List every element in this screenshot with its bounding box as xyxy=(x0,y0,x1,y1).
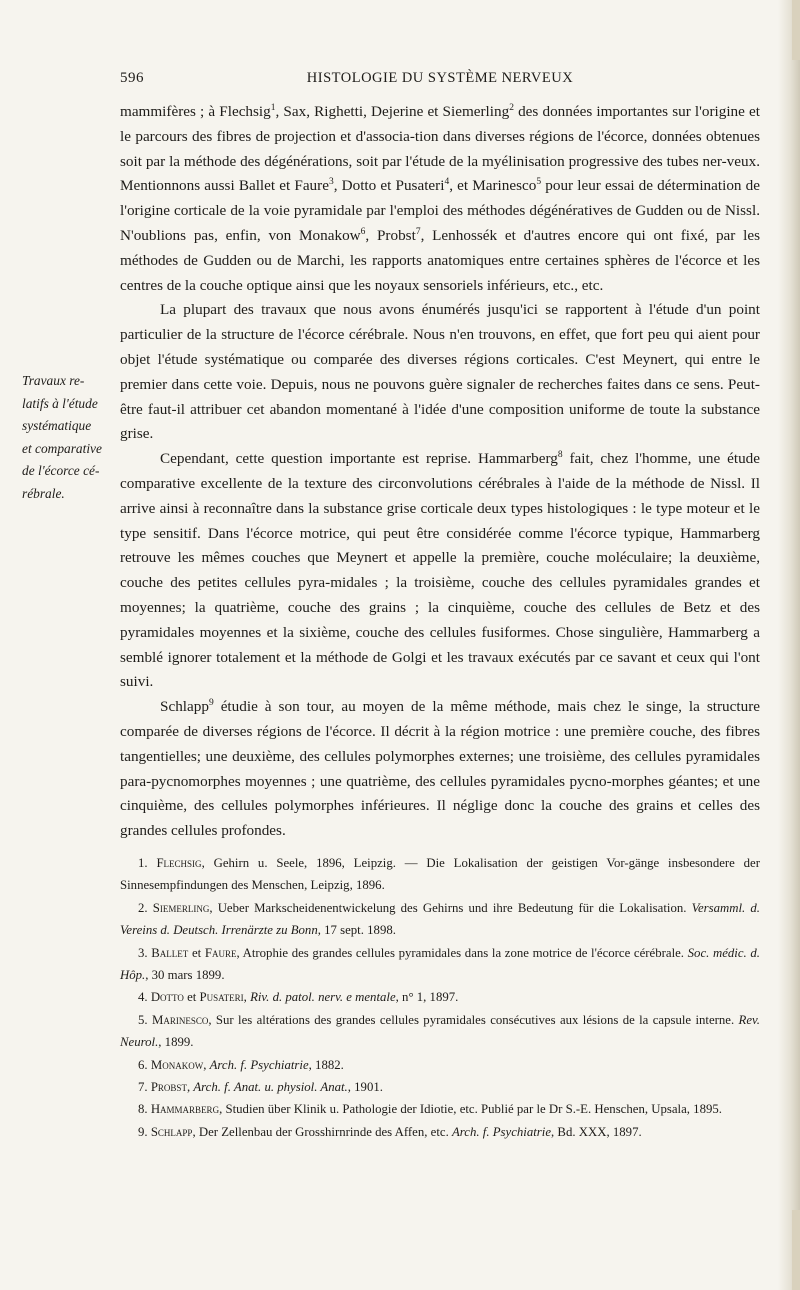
footnote-author: Faure xyxy=(204,945,237,960)
footnote-text: , Studien über Klinik u. Pathologie der Idiotie, etc. Publié par le Dr S.-E. Henschen, Upsala, 1895. xyxy=(219,1102,722,1117)
footnote-ref: 1 xyxy=(270,102,276,113)
footnote-text: , xyxy=(203,1057,210,1072)
footnote-journal: Soc. médic. d. Hôp. xyxy=(120,945,760,983)
footnote-author: Dotto xyxy=(150,990,184,1005)
running-title: HISTOLOGIE DU SYSTÈME NERVEUX xyxy=(306,70,574,86)
footnote-text: , 17 sept. 1898. xyxy=(317,923,396,938)
text: étudie à son tour, au moyen de la même méthode, mais chez le singe, la structure comparée de diverses régions de l'écorce. Il décrit à la région motrice : une première couche, des fibres tangentielles; une deuxième, des cellules polymorphes externes; une troisième, des cellules pyramidales para-pycnomorphes moyennes ; une quatrième, des cellules pyramidales pycno-morphes géantes; et une cinquième, des cellules polymorphes inférieures. Il néglige donc la couche des grains et celles des grandes cellules profondes. xyxy=(120,698,760,840)
footnote-author: Schlapp xyxy=(150,1124,193,1139)
footnote-text: et xyxy=(183,990,200,1005)
footnote-4 xyxy=(120,986,760,1008)
footnote-text: , 1899. xyxy=(158,1035,194,1050)
footnote-journal: Rev. Neurol. xyxy=(120,1012,760,1050)
footnote-9 xyxy=(120,1121,760,1143)
footnote-ref: 5 xyxy=(536,177,542,188)
text: , Dotto et Pusateri xyxy=(333,177,445,195)
footnote-text: , 1882. xyxy=(308,1057,344,1072)
footnote-text: , Atrophie des grandes cellules pyramidales dans la zone motrice de l'écorce cérébrale. xyxy=(236,945,688,960)
footnote-number: 6. xyxy=(138,1057,148,1072)
body-text xyxy=(120,100,760,844)
footnote-ref: 4 xyxy=(444,177,450,188)
text: des données importantes sur l'origine et le parcours des fibres de projection et d'associa-tion dans diverses régions de l'écorce, données obtenues soit par la méthode des dégénérations, soit par l'étude de la myélinisation progressive des tubes ner-veux. Mentionnons aussi Ballet et Faure xyxy=(120,103,760,195)
footnote-journal: Arch. f. Psychiatrie xyxy=(451,1124,552,1139)
footnote-author: Monakow xyxy=(150,1057,204,1072)
footnote-1 xyxy=(120,852,760,897)
page-edge xyxy=(778,0,800,1290)
margin-note-line: systématique xyxy=(22,418,92,434)
footnote-author: Pusateri xyxy=(199,990,244,1005)
page-edge-tab xyxy=(792,0,800,60)
margin-note-line: latifs à l'étude xyxy=(22,395,98,411)
footnote-text: , n° 1, 1897. xyxy=(395,990,459,1005)
page-number: 596 xyxy=(120,70,144,86)
footnote-text: , Bd. XXX, 1897. xyxy=(551,1124,642,1139)
paragraph-4 xyxy=(120,695,760,844)
paragraph-3 xyxy=(120,447,760,695)
footnote-author: Siemerling xyxy=(152,900,210,915)
text: , Lenhossék et d'autres encore qui ont fixé, par les méthodes de Gudden ou de Marchi, les rapports anatomiques entre certaines sphères de l'écorce et les centres de la couche optique ainsi que les noyaux sensoriels inférieurs, etc., etc. xyxy=(120,226,761,294)
footnote-7 xyxy=(120,1076,760,1098)
text: pour leur essai de détermination de l'origine corticale de la voie pyramidale par l'emploi des méthodes dégénératives de Gudden ou de Nissl. N'oublions pas, enfin, von Monakow xyxy=(120,177,761,244)
footnote-text: , Gehirn u. Seele, 1896, Leipzig. — Die Lokalisation der geistigen Vor-gänge insbesondere der Sinnesempfindungen des Menschen, Leipzig, 1896. xyxy=(120,856,760,893)
footnote-text: , Sur les altérations des grandes cellules pyramidales consécutives aux lésions de la capsule interne. xyxy=(208,1012,739,1027)
footnote-ref: 7 xyxy=(415,226,421,237)
footnote-text: , xyxy=(186,1080,194,1095)
text: , Sax, Righetti, Dejerine et Siemerling xyxy=(275,103,510,120)
footnote-text: , 30 mars 1899. xyxy=(145,968,225,983)
footnote-author: Ballet xyxy=(151,945,189,960)
footnote-5 xyxy=(120,1009,760,1054)
text: fait, chez l'homme, une étude comparative excellente de la texture des circonvolutions cérébrales à l'aide de la méthode de Nissl. Il arrive ainsi à reconnaître dans la substance grise corticale deux types histologiques : le type moteur et le type sensitif. Dans l'écorce motrice, qui peut être considérée comme l'écorce typique, Hammarberg retrouve les mêmes couches que Meynert et appelle la première, couche moléculaire; la deuxième, couche des petites cellules pyra-midales ; la troisième, couche des cellules pyramidales grandes et moyennes; la quatrième, couche des grains ; la cinquième, couche des cellules de Betz et des pyramidales moyennes et la sixième, couche des cellules fusiformes. Chose singulière, Hammarberg a semblé ignorer totalement et la méthode de Golgi et les travaux exécutés par ce savant et ceux qui l'ont suivi. xyxy=(120,450,760,691)
footnote-number: 2. xyxy=(138,900,148,915)
text: Cependant, cette question importante est reprise. Hammarberg xyxy=(160,450,558,468)
footnote-number: 9. xyxy=(138,1124,148,1139)
footnote-number: 4. xyxy=(138,990,148,1005)
footnote-number: 1. xyxy=(138,856,148,870)
footnote-journal: Arch. f. Anat. u. physiol. Anat. xyxy=(193,1080,348,1095)
footnote-author: Probst xyxy=(150,1080,187,1095)
footnote-journal: Arch. f. Psychiatrie xyxy=(209,1057,309,1072)
footnote-ref: 9 xyxy=(208,698,214,709)
footnote-text: , Ueber Markscheidenentwickelung des Gehirns und ihre Bedeutung für die Lokalisation. xyxy=(209,900,692,915)
footnote-number: 8. xyxy=(138,1102,148,1117)
footnote-journal: Riv. d. patol. nerv. e mentale xyxy=(250,990,396,1005)
text: Schlapp xyxy=(160,698,209,716)
footnote-ref: 6 xyxy=(360,226,366,237)
footnote-6 xyxy=(120,1054,760,1076)
footnote-text: , xyxy=(243,990,251,1005)
footnote-author: Flechsig xyxy=(156,856,202,870)
footnote-text: et xyxy=(188,945,205,960)
footnote-text: , 1901. xyxy=(347,1080,383,1095)
margin-note xyxy=(22,370,114,506)
footnote-author: Marinesco xyxy=(151,1012,209,1027)
footnote-author: Hammarberg xyxy=(150,1102,220,1117)
footnote-number: 7. xyxy=(138,1080,148,1095)
paragraph-2: La plupart des travaux que nous avons énumérés jusqu'ici se rapportent à l'étude d'un point particulier de la structure de l'écorce cérébrale. Nous n'en trouvons, en effet, que fort peu qui aient pour objet l'étude systématique ou comparée des diverses régions corticales. C'est Meynert, qui entre le premier dans cette voie. Depuis, nous ne pouvons guère signaler de recherches faites dans ce sens. Peut-être faut-il attribuer cet abandon momentané à l'idée d'une composition uniforme de toute la substance grise. xyxy=(120,301,760,443)
footnote-ref: 2 xyxy=(509,102,514,113)
footnote-text: , Der Zellenbau der Grosshirnrinde des Affen, etc. xyxy=(192,1124,452,1139)
page-edge-tab xyxy=(792,1210,800,1290)
text: mammifères ; à Flechsig xyxy=(120,103,271,120)
footnote-number: 5. xyxy=(138,1012,148,1027)
footnote-journal: Versamml. d. Vereins d. Deutsch. Irrenärzte zu Bonn xyxy=(120,900,760,938)
margin-note-line: de l'écorce cé- xyxy=(22,463,100,479)
margin-note-line: rébrale. xyxy=(22,485,65,501)
paragraph-1 xyxy=(120,100,760,298)
text: , et Marinesco xyxy=(449,177,537,195)
text: , Probst xyxy=(365,226,416,244)
footnote-8 xyxy=(120,1098,760,1120)
footnotes xyxy=(120,852,760,1143)
footnote-ref: 8 xyxy=(557,450,563,461)
footnote-ref: 3 xyxy=(328,177,334,188)
footnote-number: 3. xyxy=(138,945,148,960)
footnote-3 xyxy=(120,942,760,987)
margin-note-line: et comparative xyxy=(22,440,102,456)
page-header xyxy=(120,70,760,94)
margin-note-line: Travaux re- xyxy=(22,373,85,388)
footnote-2 xyxy=(120,897,760,942)
